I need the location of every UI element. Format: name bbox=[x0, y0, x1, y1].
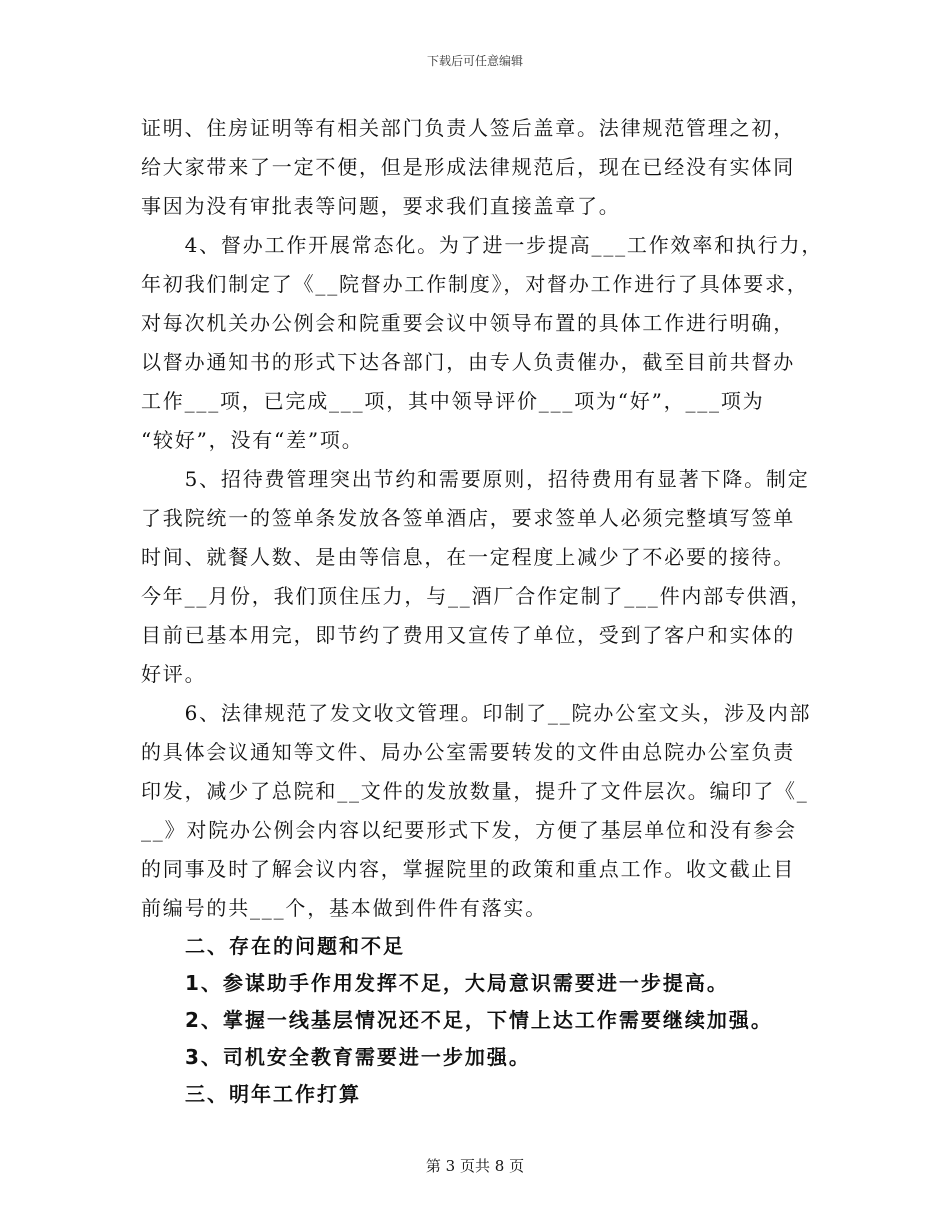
body-line: 印发，减少了总院和__文件的发放数量，提升了文件层次。编印了《_ bbox=[141, 779, 809, 803]
body-line: 了我院统一的签单条发放各签单酒店，要求签单人必须完整填写签单 bbox=[141, 506, 795, 530]
body-line: 以督办通知书的形式下达各部门，由专人负责催办，截至目前共督办 bbox=[141, 350, 795, 374]
body-line: 前编号的共___个，基本做到件件有落实。 bbox=[141, 896, 547, 920]
issue-item: 2、掌握一线基层情况还不足，下情上达工作需要继续加强。 bbox=[141, 1008, 773, 1032]
section-heading: 二、存在的问题和不足 bbox=[141, 934, 405, 958]
body-line: 目前已基本用完，即节约了费用又宣传了单位，受到了客户和实体的 bbox=[141, 623, 795, 647]
body-line: __》对院办公例会内容以纪要形式下发，方便了基层单位和没有参会 bbox=[141, 818, 797, 842]
issue-item: 3、司机安全教育需要进一步加强。 bbox=[141, 1045, 531, 1069]
document-body bbox=[141, 109, 824, 1113]
body-line: 好评。 bbox=[141, 662, 207, 686]
body-line: 的具体会议通知等文件、局办公室需要转发的文件由总院办公室负责 bbox=[141, 740, 795, 764]
body-line: 工作___项，已完成___项，其中领导评价___项为“好”，___项为 bbox=[141, 389, 765, 413]
body-line: 事因为没有审批表等问题，要求我们直接盖章了。 bbox=[141, 194, 621, 218]
body-line: 给大家带来了一定不便，但是形成法律规范后，现在已经没有实体同 bbox=[141, 155, 795, 179]
body-line: 今年__月份，我们顶住压力，与__酒厂合作定制了___件内部专供酒， bbox=[141, 584, 813, 608]
body-line: 年初我们制定了《__院督办工作制度》，对督办工作进行了具体要求， bbox=[141, 272, 809, 296]
body-line: 4、督办工作开展常态化。为了进一步提高___工作效率和执行力， bbox=[141, 233, 824, 257]
page-footer: 第 3 页共 8 页 bbox=[425, 1157, 525, 1175]
body-line: “较好”，没有“差”项。 bbox=[141, 428, 364, 452]
body-line: 5、招待费管理突出节约和需要原则，招待费用有显著下降。制定 bbox=[141, 467, 810, 491]
body-line: 6、法律规范了发文收文管理。印制了__院办公室文头，涉及内部 bbox=[141, 701, 812, 725]
page-header: 下载后可任意编辑 bbox=[426, 54, 523, 68]
body-line: 的同事及时了解会议内容，掌握院里的政策和重点工作。收文截止目 bbox=[141, 857, 795, 881]
body-line: 时间、就餐人数、是由等信息，在一定程度上减少了不必要的接待。 bbox=[141, 545, 795, 569]
issue-item: 1、参谋助手作用发挥不足，大局意识需要进一步提高。 bbox=[141, 971, 729, 995]
body-line: 证明、住房证明等有相关部门负责人签后盖章。法律规范管理之初， bbox=[141, 116, 795, 140]
section-heading: 三、明年工作打算 bbox=[141, 1082, 361, 1106]
body-line: 对每次机关办公例会和院重要会议中领导布置的具体工作进行明确， bbox=[141, 311, 795, 335]
